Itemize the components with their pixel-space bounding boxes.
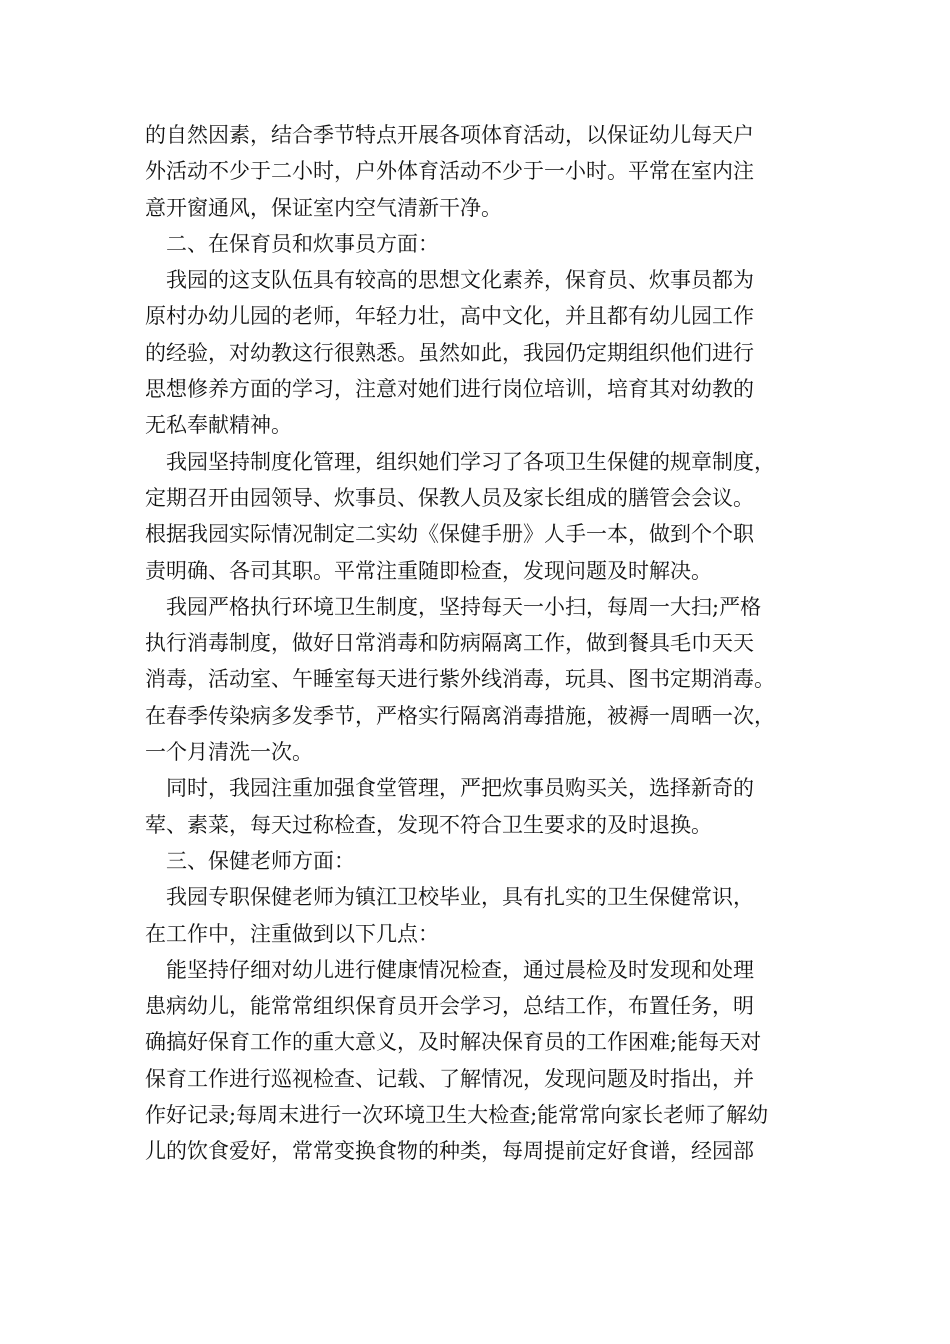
- text-line: 思想修养方面的学习，注意对她们进行岗位培训，培育其对幼教的: [145, 377, 754, 402]
- text-line: 定期召开由园领导、炊事员、保教人员及家长组成的膳管会会议。: [145, 485, 754, 510]
- text-line: 原村办幼儿园的老师，年轻力壮，高中文化，并且都有幼儿园工作: [145, 304, 754, 329]
- text-line: 的经验，对幼教这行很熟悉。虽然如此，我园仍定期组织他们进行: [145, 340, 754, 365]
- text-line: 三、保健老师方面：: [166, 848, 355, 873]
- text-line: 在春季传染病多发季节，严格实行隔离消毒措施，被褥一周晒一次，: [145, 703, 775, 728]
- text-line: 作好记录;每周末进行一次环境卫生大检查;能常常向家长老师了解幼: [145, 1103, 769, 1128]
- text-line: 我园严格执行环境卫生制度，坚持每天一小扫，每周一大扫;严格: [166, 594, 762, 619]
- text-line: 无私奉献精神。: [145, 413, 292, 438]
- text-line: 患病幼儿，能常常组织保育员开会学习，总结工作，布置任务，明: [145, 994, 754, 1019]
- text-line: 一个月清洗一次。: [145, 740, 313, 765]
- text-line: 我园专职保健老师为镇江卫校毕业，具有扎实的卫生保健常识，: [166, 885, 754, 910]
- text-line: 确搞好保育工作的重大意义，及时解决保育员的工作困难;能每天对: [145, 1030, 762, 1055]
- text-line: 外活动不少于二小时，户外体育活动不少于一小时。平常在室内注: [145, 159, 754, 184]
- text-line: 在工作中，注重做到以下几点：: [145, 921, 439, 946]
- text-line: 意开窗通风，保证室内空气清新干净。: [145, 195, 502, 220]
- text-line: 我园坚持制度化管理，组织她们学习了各项卫生保健的规章制度，: [166, 449, 775, 474]
- text-line: 荤、素菜，每天过称检查，发现不符合卫生要求的及时退换。: [145, 812, 712, 837]
- text-line: 我园的这支队伍具有较高的思想文化素养，保育员、炊事员都为: [166, 268, 754, 293]
- text-line: 儿的饮食爱好，常常变换食物的种类，每周提前定好食谱，经园部: [145, 1139, 754, 1164]
- text-line: 责明确、各司其职。平常注重随即检查，发现问题及时解决。: [145, 558, 712, 583]
- text-line: 保育工作进行巡视检查、记载、了解情况，发现问题及时指出，并: [145, 1066, 754, 1091]
- text-line: 根据我园实际情况制定二实幼《保健手册》人手一本，做到个个职: [145, 522, 754, 547]
- document-body: [145, 117, 835, 1170]
- text-line: 同时，我园注重加强食堂管理，严把炊事员购买关，选择新奇的: [166, 776, 754, 801]
- text-line: 能坚持仔细对幼儿进行健康情况检查，通过晨检及时发现和处理: [166, 957, 754, 982]
- text-line: 的自然因素，结合季节特点开展各项体育活动，以保证幼儿每天户: [145, 123, 754, 147]
- text-line: 二、在保育员和炊事员方面：: [166, 231, 439, 256]
- text-line: 消毒，活动室、午睡室每天进行紫外线消毒，玩具、图书定期消毒。: [145, 667, 775, 692]
- text-line: 执行消毒制度，做好日常消毒和防病隔离工作，做到餐具毛巾天天: [145, 631, 754, 656]
